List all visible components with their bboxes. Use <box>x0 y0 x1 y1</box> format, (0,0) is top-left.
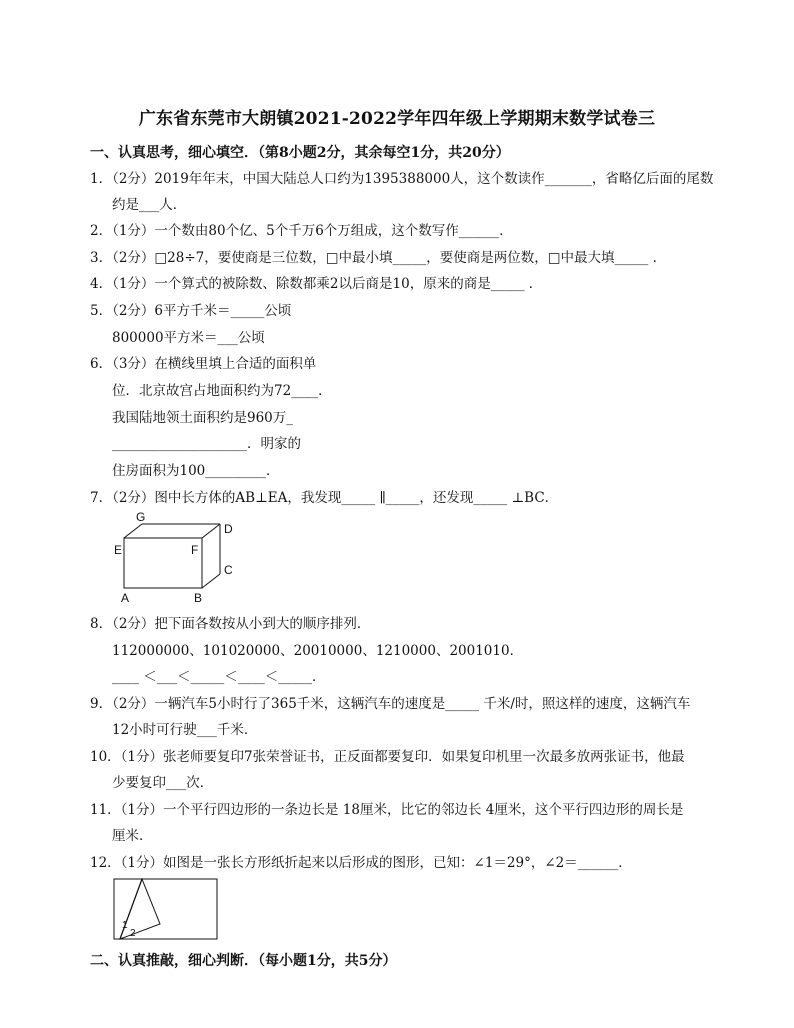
cuboid-label-e: E <box>114 543 123 557</box>
question-10-line-2: 少要复印___次． <box>112 775 214 791</box>
cuboid-edge-bc <box>202 574 220 588</box>
question-10-line-1: 10．（1分）张老师要复印7张荣誉证书，正反面都要复印．如果复印机里一次最多放两张证书，他最 <box>90 749 685 765</box>
question-7: 7．（2分）图中长方体的AB⊥EA，我发现_____ ∥_____，还发现_____ ⊥BC． <box>90 490 559 506</box>
question-9-line-2: 12小时可行驶___千米． <box>112 722 258 738</box>
cuboid-label-d: D <box>224 522 233 536</box>
cuboid-label-b: B <box>194 591 203 605</box>
folded-paper-figure <box>112 876 222 942</box>
question-3: 3．（2分）□28÷7，要使商是三位数，□中最小填_____，要使商是两位数，□中最大填_____ ． <box>90 250 667 266</box>
question-2: 2．（1分）一个数由80个亿、5个千万6个万组成，这个数写作______． <box>90 223 513 239</box>
question-4: 4．（1分）一个算式的被除数、除数都乘2以后商是10，原来的商是_____ ． <box>90 276 543 292</box>
question-9-line-1: 9．（2分）一辆汽车5小时行了365千米，这辆汽车的速度是_____ 千米/时，照这样的速度，这辆汽车 <box>90 696 691 712</box>
cuboid-label-c: C <box>224 563 233 577</box>
question-1-line-1: 1．（2分）2019年年末，中国大陆总人口约为1395388000人，这个数读作_______，省略亿后面的尾数 <box>90 171 714 187</box>
question-5-line-1: 5．（2分）6平方千米＝_____公顷 <box>90 303 292 319</box>
question-11-line-2: 厘米． <box>112 828 153 844</box>
question-6-line-4: ____________________．明家的 <box>112 436 301 452</box>
question-6-line-5: 住房面积为100_________． <box>112 463 280 479</box>
question-8-line-1: 8．（2分）把下面各数按从小到大的顺序排列． <box>90 616 371 632</box>
question-11-line-1: 11．（1分）一个平行四边形的一条边长是 18厘米，比它的邻边长 4厘米，这个平行四边形的周长是 <box>90 802 684 818</box>
section-heading-1: 一、认真思考，细心填空．（第8小题2分，其余每空1分，共20分） <box>90 145 510 161</box>
cuboid-edge-ge <box>124 524 142 538</box>
question-1-line-2: 约是___人． <box>112 197 187 213</box>
cuboid-figure <box>112 512 242 607</box>
cuboid-edge-fd <box>202 524 220 538</box>
page-title: 广东省东莞市大朗镇2021-2022学年四年级上学期期末数学试卷三 <box>138 109 656 129</box>
question-8-line-3: ____ ＜___＜_____＜____＜_____． <box>112 669 326 685</box>
question-6-line-3: 我国陆地领土面积约是960万_ <box>112 410 294 426</box>
question-8-line-2: 112000000、101020000、20010000、1210000、2001010． <box>112 643 524 659</box>
angle-1-label: 1 <box>122 920 128 931</box>
cuboid-label-a: A <box>121 591 130 605</box>
question-5-line-2: 800000平方米＝___公顷 <box>112 330 265 346</box>
section-heading-2: 二、认真推敲，细心判断．（每小题1分，共5分） <box>90 953 397 969</box>
angle-2-label: 2 <box>130 928 136 939</box>
question-6-line-2: 位．北京故宫占地面积约为72____． <box>112 383 332 399</box>
cuboid-label-g: G <box>136 510 146 524</box>
question-12: 12．（1分）如图是一张长方形纸折起来以后形成的图形，已知：∠1＝29°，∠2＝______． <box>90 855 632 871</box>
cuboid-label-f: F <box>191 543 199 557</box>
question-6-line-1: 6．（3分）在横线里填上合适的面积单 <box>90 356 317 372</box>
